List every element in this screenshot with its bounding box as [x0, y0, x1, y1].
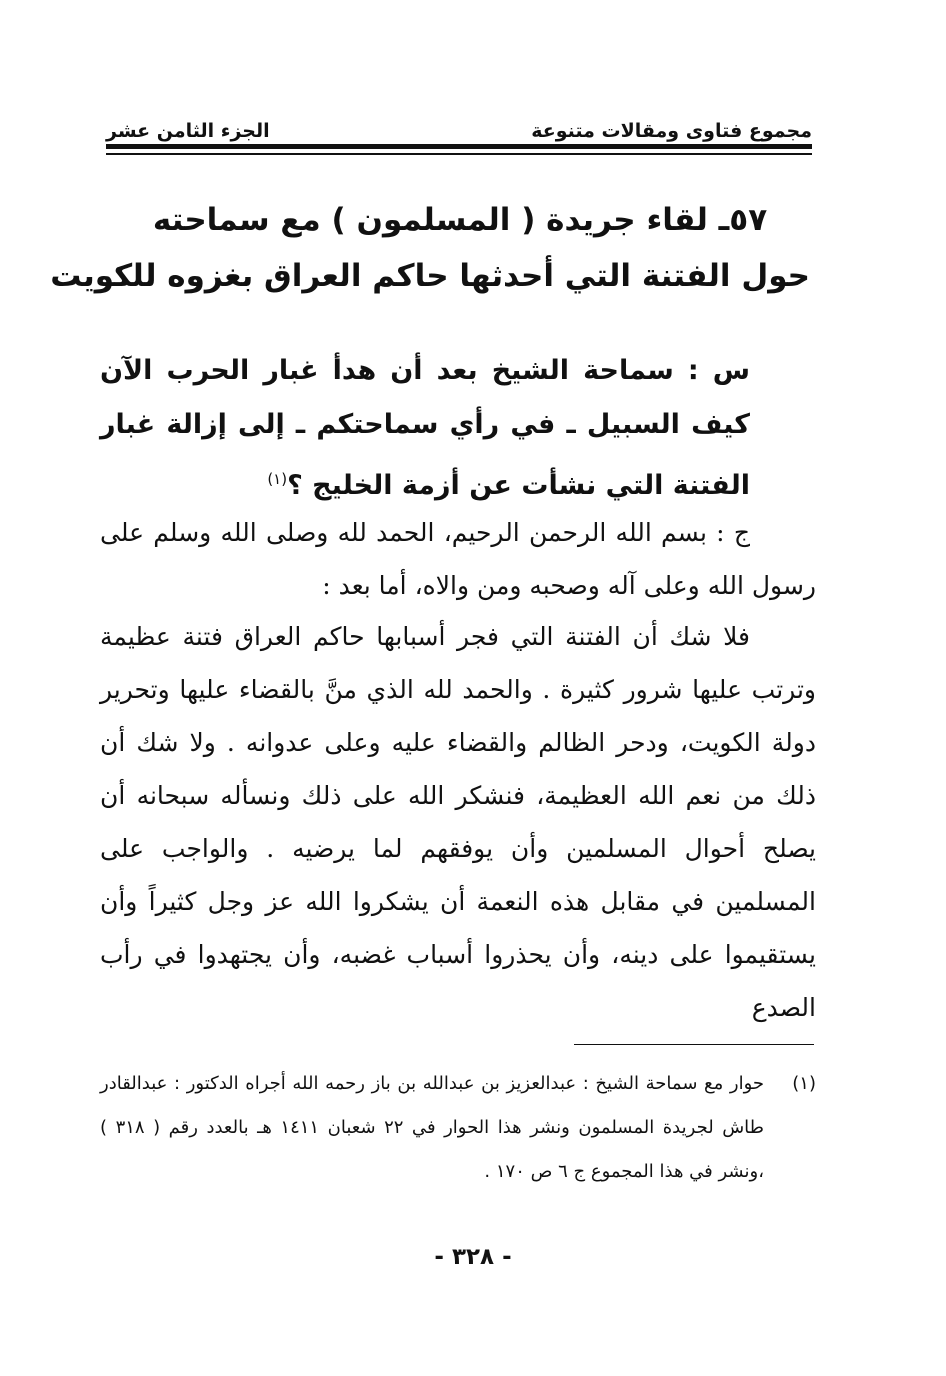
footnote-reference: (١) — [267, 470, 288, 488]
header-rule-thick — [106, 144, 812, 149]
question-block — [100, 344, 750, 513]
article-title — [50, 192, 810, 304]
running-header — [106, 112, 812, 142]
header-rule-thin — [106, 153, 812, 155]
title-line-1: ٥٧ـ لقاء جريدة ( المسلمون ) مع سماحته — [152, 202, 768, 238]
page-number: - ٣٢٨ - — [434, 1244, 512, 1270]
footnote — [100, 1062, 816, 1194]
answer-paragraph — [100, 610, 816, 1034]
footnote-text: حوار مع سماحة الشيخ : عبدالعزيز بن عبدالله بن باز رحمه الله أجراه الدكتور : عبدالقادر طاش لجريدة المسلمون ونشر هذا الحوار في ٢٢ شعبان ١٤١١ هـ بالعدد رقم ( ٣١٨ ) ،ونشر في هذا المجموع ج ٦ ص ١٧٠ . — [100, 1073, 764, 1182]
answer-block — [100, 506, 816, 612]
paragraph-text: فلا شك أن الفتنة التي فجر أسبابها حاكم العراق فتنة عظيمة وترتب عليها شرور كثيرة . والحمد لله الذي منَّ بالقضاء عليها وتحرير دولة الكويت، ودحر الظالم والقضاء عليه وعلى عدوانه . ولا شك أن ذلك من نعم الله العظيمة، فنشكر الله على ذلك ونسأله سبحانه أن يصلح أحوال المسلمين وأن يوفقهم لما يرضيه . والواجب على المسلمين في مقابل هذه النعمة أن يشكروا الله عز وجل كثيراً وأن يستقيموا على دينه، وأن يحذروا أسباب غضبه، وأن يجتهدوا في رأب الصدع — [100, 622, 816, 1022]
footnote-marker: (١) — [792, 1073, 816, 1094]
volume-label: الجزء الثامن عشر — [106, 120, 270, 142]
book-title: مجموع فتاوى ومقالات متنوعة — [531, 120, 812, 142]
question-text: س : سماحة الشيخ بعد أن هدأ غبار الحرب الآن كيف السبيل ـ في رأي سماحتكم ـ إلى إزالة غبار الفتنة التي نشأت عن أزمة الخليج ؟ — [100, 355, 750, 501]
title-line-2: حول الفتنة التي أحدثها حاكم العراق بغزوه للكويت — [50, 258, 810, 294]
footnote-separator — [574, 1044, 814, 1045]
answer-text: ج : بسم الله الرحمن الرحيم، الحمد لله وصلى الله وسلم على رسول الله وعلى آله وصحبه ومن والاه، أما بعد : — [100, 518, 816, 600]
